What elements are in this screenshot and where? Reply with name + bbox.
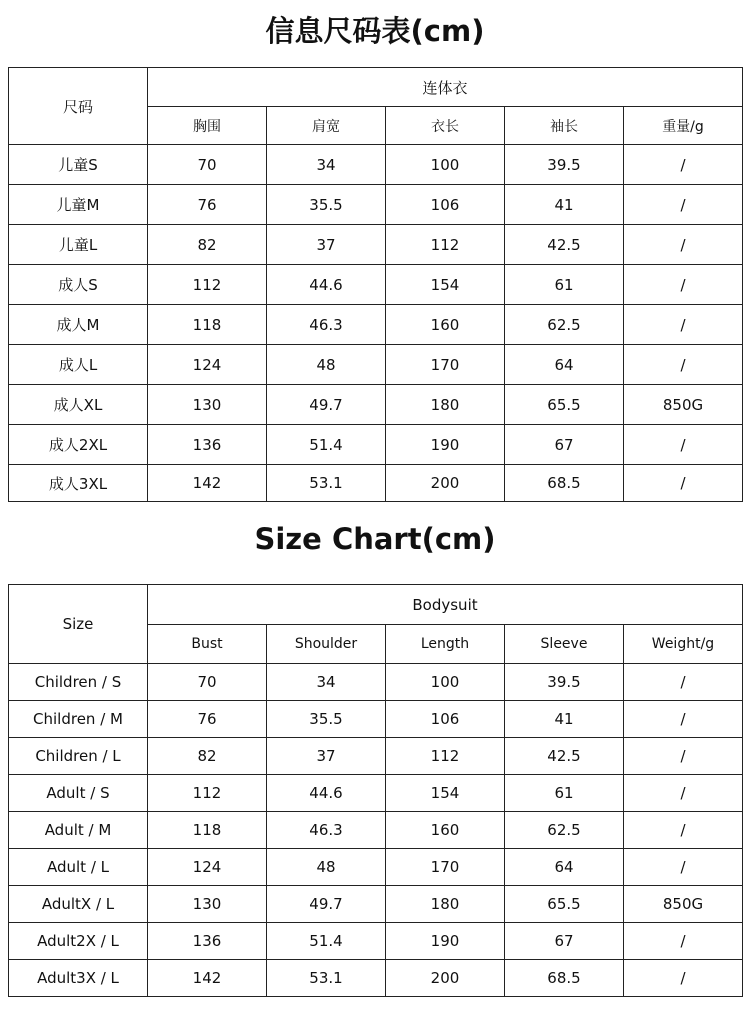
measurement-cell: / [624, 305, 743, 345]
measurement-cell: / [624, 775, 743, 812]
measurement-cell: 154 [386, 265, 505, 305]
measurement-cell: / [624, 425, 743, 465]
measurement-cell: 67 [505, 923, 624, 960]
size-table-english [8, 584, 743, 997]
table-row [9, 225, 743, 265]
measurement-cell: 68.5 [505, 960, 624, 997]
measurement-cell: 49.7 [267, 886, 386, 923]
measurement-cell: 100 [386, 145, 505, 185]
measurement-cell: 51.4 [267, 425, 386, 465]
table-row [9, 960, 743, 997]
size-cell: 儿童S [9, 145, 148, 185]
column-header: Weight/g [624, 625, 743, 664]
size-cell: Adult / S [9, 775, 148, 812]
measurement-cell: / [624, 225, 743, 265]
column-header: 胸围 [148, 107, 267, 145]
measurement-cell: 70 [148, 664, 267, 701]
measurement-cell: 42.5 [505, 738, 624, 775]
measurement-cell: 200 [386, 960, 505, 997]
size-cell: AdultX / L [9, 886, 148, 923]
measurement-cell: 37 [267, 738, 386, 775]
measurement-cell: 850G [624, 385, 743, 425]
measurement-cell: 136 [148, 425, 267, 465]
measurement-cell: 112 [386, 225, 505, 265]
size-cell: 成人XL [9, 385, 148, 425]
measurement-cell: / [624, 345, 743, 385]
measurement-cell: 42.5 [505, 225, 624, 265]
header-row [9, 585, 743, 625]
size-cell: 成人S [9, 265, 148, 305]
table-row [9, 849, 743, 886]
table-row [9, 465, 743, 502]
measurement-cell: 124 [148, 849, 267, 886]
measurement-cell: 160 [386, 305, 505, 345]
size-cell: 成人L [9, 345, 148, 385]
size-cell: Adult / L [9, 849, 148, 886]
measurement-cell: 180 [386, 886, 505, 923]
measurement-cell: / [624, 849, 743, 886]
measurement-cell: 170 [386, 345, 505, 385]
measurement-cell: 190 [386, 425, 505, 465]
measurement-cell: 76 [148, 701, 267, 738]
size-cell: Children / M [9, 701, 148, 738]
measurement-cell: 190 [386, 923, 505, 960]
table-row [9, 701, 743, 738]
measurement-cell: 34 [267, 664, 386, 701]
measurement-cell: 39.5 [505, 145, 624, 185]
size-column-header: Size [9, 585, 148, 664]
column-header: 肩宽 [267, 107, 386, 145]
measurement-cell: / [624, 265, 743, 305]
measurement-cell: / [624, 465, 743, 502]
measurement-cell: / [624, 664, 743, 701]
measurement-cell: 48 [267, 345, 386, 385]
size-chart-title-english: Size Chart(cm) [254, 522, 496, 556]
table-row [9, 664, 743, 701]
measurement-cell: 53.1 [267, 465, 386, 502]
measurement-cell: 65.5 [505, 385, 624, 425]
measurement-cell: 62.5 [505, 812, 624, 849]
measurement-cell: 112 [148, 265, 267, 305]
measurement-cell: 41 [505, 185, 624, 225]
column-header: 重量/g [624, 107, 743, 145]
column-header: Sleeve [505, 625, 624, 664]
measurement-cell: / [624, 738, 743, 775]
size-column-header: 尺码 [9, 68, 148, 145]
measurement-cell: / [624, 923, 743, 960]
size-cell: Adult2X / L [9, 923, 148, 960]
measurement-cell: / [624, 960, 743, 997]
table-row [9, 886, 743, 923]
table-row [9, 425, 743, 465]
measurement-cell: 130 [148, 886, 267, 923]
table-row [9, 738, 743, 775]
measurement-cell: / [624, 812, 743, 849]
table-row [9, 775, 743, 812]
measurement-cell: / [624, 185, 743, 225]
measurement-cell: 82 [148, 738, 267, 775]
column-header: Shoulder [267, 625, 386, 664]
measurement-cell: 34 [267, 145, 386, 185]
measurement-cell: 112 [386, 738, 505, 775]
measurement-cell: 35.5 [267, 185, 386, 225]
measurement-cell: 68.5 [505, 465, 624, 502]
size-cell: 儿童L [9, 225, 148, 265]
measurement-cell: 41 [505, 701, 624, 738]
measurement-cell: 112 [148, 775, 267, 812]
measurement-cell: 200 [386, 465, 505, 502]
measurement-cell: 53.1 [267, 960, 386, 997]
measurement-cell: 160 [386, 812, 505, 849]
measurement-cell: 130 [148, 385, 267, 425]
size-cell: Adult3X / L [9, 960, 148, 997]
measurement-cell: 70 [148, 145, 267, 185]
garment-group-header: Bodysuit [148, 585, 743, 625]
column-header: Bust [148, 625, 267, 664]
size-cell: Children / S [9, 664, 148, 701]
table-row [9, 145, 743, 185]
measurement-cell: 82 [148, 225, 267, 265]
measurement-cell: 180 [386, 385, 505, 425]
measurement-cell: 76 [148, 185, 267, 225]
table-row [9, 185, 743, 225]
measurement-cell: 118 [148, 812, 267, 849]
measurement-cell: 64 [505, 849, 624, 886]
column-header: Length [386, 625, 505, 664]
measurement-cell: 48 [267, 849, 386, 886]
size-cell: 成人3XL [9, 465, 148, 502]
measurement-cell: 106 [386, 701, 505, 738]
measurement-cell: 46.3 [267, 305, 386, 345]
column-header: 袖长 [505, 107, 624, 145]
measurement-cell: 46.3 [267, 812, 386, 849]
table-row [9, 265, 743, 305]
measurement-cell: 61 [505, 265, 624, 305]
size-cell: 儿童M [9, 185, 148, 225]
table-row [9, 305, 743, 345]
size-cell: 成人M [9, 305, 148, 345]
measurement-cell: 65.5 [505, 886, 624, 923]
measurement-cell: 124 [148, 345, 267, 385]
measurement-cell: 62.5 [505, 305, 624, 345]
table-body [9, 664, 743, 997]
measurement-cell: / [624, 701, 743, 738]
size-table-chinese [8, 67, 743, 502]
table-row [9, 812, 743, 849]
measurement-cell: 44.6 [267, 265, 386, 305]
measurement-cell: 142 [148, 960, 267, 997]
measurement-cell: 51.4 [267, 923, 386, 960]
measurement-cell: / [624, 145, 743, 185]
size-cell: Children / L [9, 738, 148, 775]
measurement-cell: 154 [386, 775, 505, 812]
measurement-cell: 850G [624, 886, 743, 923]
table-row [9, 923, 743, 960]
measurement-cell: 44.6 [267, 775, 386, 812]
measurement-cell: 142 [148, 465, 267, 502]
measurement-cell: 37 [267, 225, 386, 265]
size-cell: 成人2XL [9, 425, 148, 465]
table-row [9, 345, 743, 385]
measurement-cell: 170 [386, 849, 505, 886]
size-chart-title-chinese: 信息尺码表(cm) [265, 14, 485, 48]
measurement-cell: 49.7 [267, 385, 386, 425]
measurement-cell: 35.5 [267, 701, 386, 738]
measurement-cell: 118 [148, 305, 267, 345]
measurement-cell: 61 [505, 775, 624, 812]
header-row [9, 68, 743, 107]
column-header: 衣长 [386, 107, 505, 145]
garment-group-header: 连体衣 [148, 68, 743, 107]
table-body [9, 145, 743, 502]
measurement-cell: 100 [386, 664, 505, 701]
measurement-cell: 136 [148, 923, 267, 960]
measurement-cell: 64 [505, 345, 624, 385]
table-row [9, 385, 743, 425]
measurement-cell: 39.5 [505, 664, 624, 701]
size-cell: Adult / M [9, 812, 148, 849]
measurement-cell: 67 [505, 425, 624, 465]
measurement-cell: 106 [386, 185, 505, 225]
